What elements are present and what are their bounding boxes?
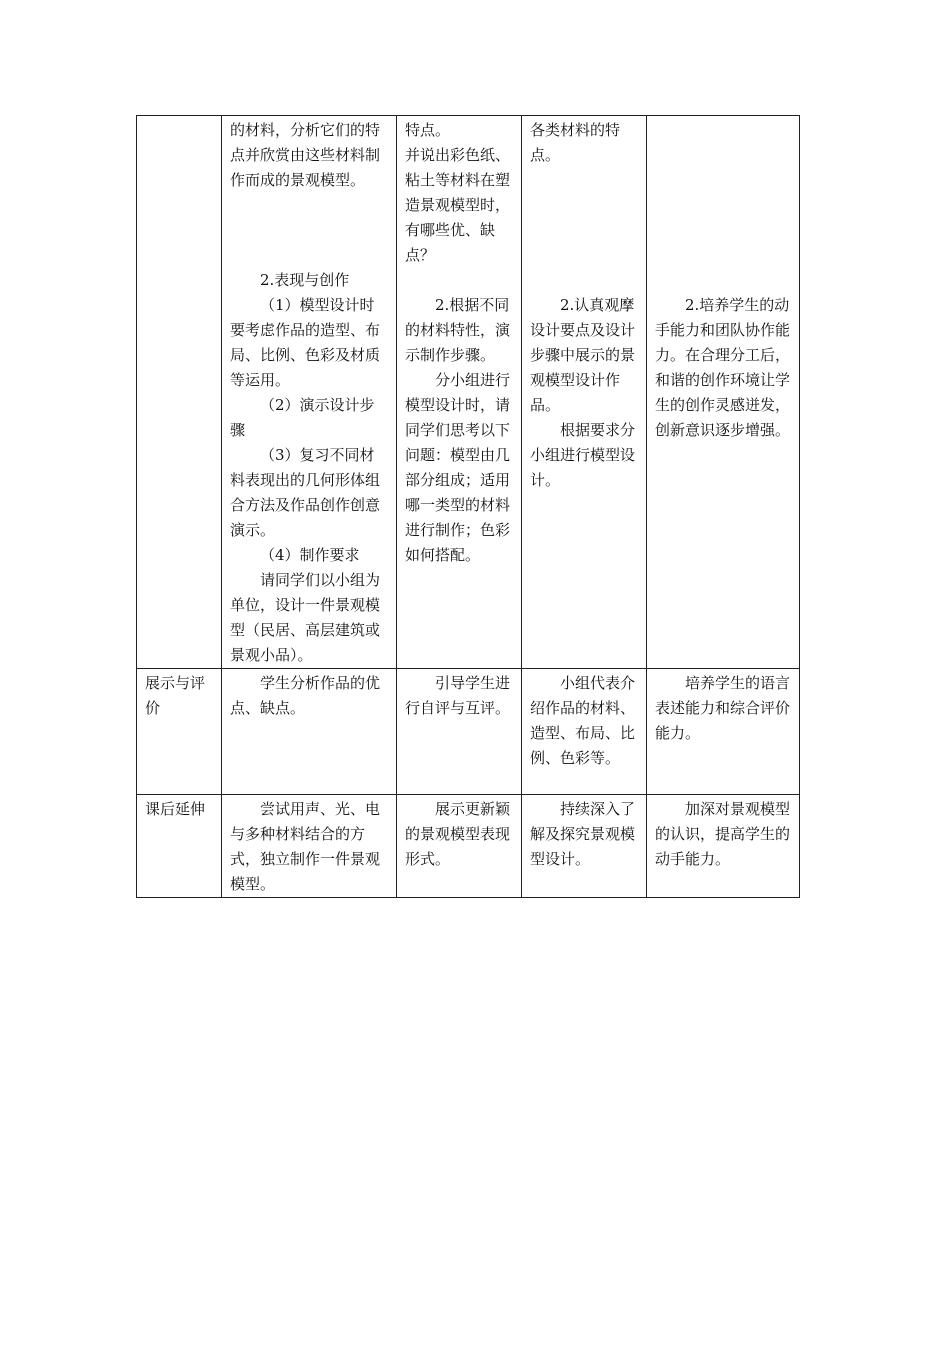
intent-cell: 加深对景观模型的认识，提高学生的动手能力。: [647, 795, 800, 898]
content-text: （1）模型设计时要考虑作品的造型、布局、比例、色彩及材质等运用。: [230, 296, 381, 389]
teacher-text: 2.根据不同的材料特性，演示制作步骤。: [405, 296, 511, 364]
student-activity-cell: 持续深入了解及探究景观模型设计。: [522, 795, 647, 898]
teacher-text: 并说出彩色纸、粘土等材料在塑造景观模型时，有哪些优、缺点？: [405, 146, 511, 264]
content-text: （4）制作要求: [260, 546, 360, 564]
student-text: 各类材料的特点。: [530, 121, 621, 164]
content-text: 的材料，分析它们的特点并欣赏由这些材料制作而成的景观模型。: [230, 121, 381, 189]
stage-cell: 展示与评价: [137, 669, 222, 795]
table-row: [137, 795, 800, 898]
content-cell: 尝试用声、光、电与多种材料结合的方式，独立制作一件景观模型。: [222, 795, 397, 898]
student-activity-cell: [522, 116, 647, 669]
content-text: （3）复习不同材料表现出的几何形体组合方法及作品创作创意演示。: [230, 446, 381, 539]
stage-cell: [137, 116, 222, 669]
lesson-plan-table: [136, 115, 800, 898]
teacher-text: 特点。: [405, 121, 451, 139]
table-row: [137, 669, 800, 795]
content-cell: [222, 116, 397, 669]
intent-text: 2.培养学生的动手能力和团队协作能力。在合理分工后，和谐的创作环境让学生的创作灵感迸发，创新意识逐步增强。: [655, 296, 791, 439]
content-text: （2）演示设计步骤: [230, 396, 375, 439]
teacher-activity-cell: 展示更新颖的景观模型表现形式。: [397, 795, 522, 898]
stage-cell: 课后延伸: [137, 795, 222, 898]
intent-cell: 培养学生的语言表述能力和综合评价能力。: [647, 669, 800, 795]
table-row: [137, 116, 800, 669]
content-text: 请同学们以小组为单位，设计一件景观模型（民居、高层建筑或景观小品）。: [230, 571, 381, 664]
student-text: 根据要求分小组进行模型设计。: [530, 421, 636, 489]
teacher-activity-cell: [397, 116, 522, 669]
intent-cell: [647, 116, 800, 669]
teacher-activity-cell: 引导学生进行自评与互评。: [397, 669, 522, 795]
content-heading: 2.表现与创作: [260, 271, 350, 289]
content-cell: 学生分析作品的优点、缺点。: [222, 669, 397, 795]
student-activity-cell: 小组代表介绍作品的材料、造型、布局、比例、色彩等。: [522, 669, 647, 795]
student-text: 2.认真观摩设计要点及设计步骤中展示的景观模型设计作品。: [530, 296, 636, 414]
teacher-text: 分小组进行模型设计时，请同学们思考以下问题：模型由几部分组成；适用哪一类型的材料进行制作；色彩如何搭配。: [405, 371, 511, 564]
